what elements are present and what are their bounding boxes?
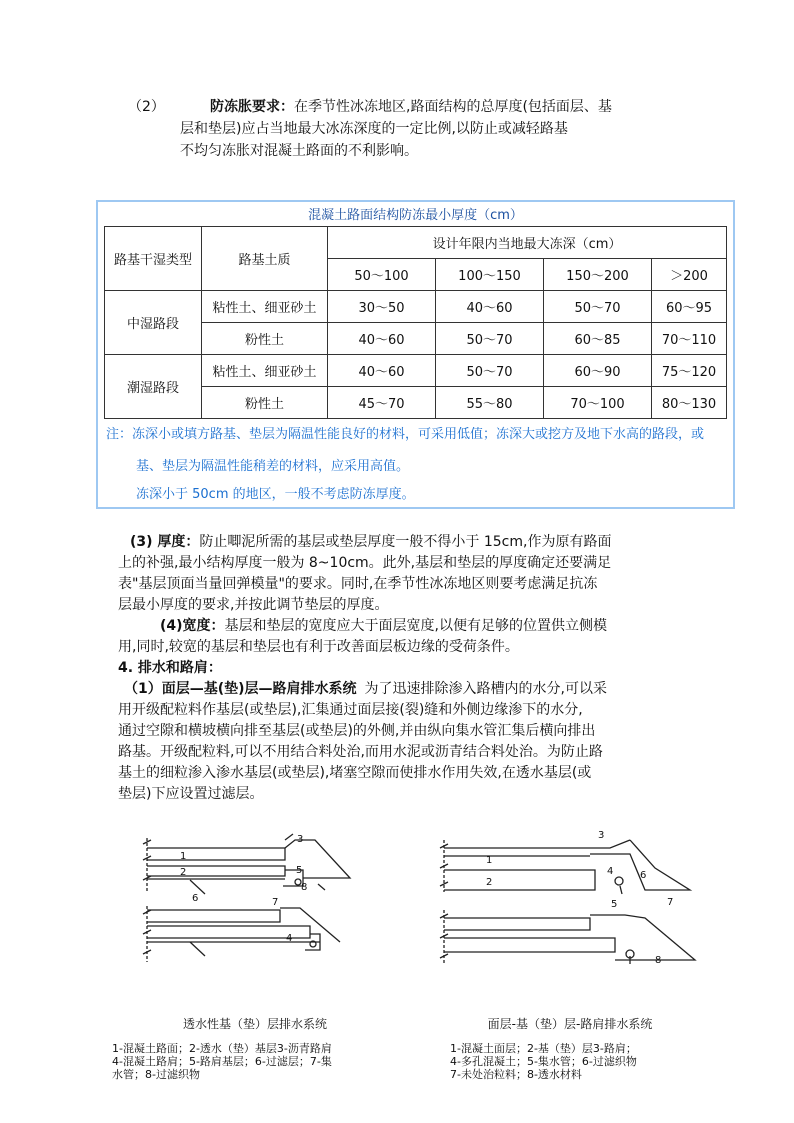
col-header: 100～150 (436, 259, 544, 291)
value-cell: 70～100 (544, 387, 652, 419)
header-type: 路基干湿类型 (105, 227, 202, 291)
left-legend-2: 4-混凝土路肩；5-路肩基层；6-过滤层；7-集 (112, 1055, 332, 1068)
frost-thickness-table (96, 200, 735, 509)
left-label-2: 2 (180, 867, 187, 878)
section-4-width-text-1: 基层和垫层的宽度应大于面层宽度,以便有足够的位置供立侧模 (224, 618, 607, 634)
group-type: 潮湿路段 (105, 355, 202, 419)
left-legend-1: 1-混凝土路面；2-透水（垫）基层3-沥青路肩 (112, 1042, 332, 1055)
value-cell: 45～70 (328, 387, 436, 419)
right-label-6: 6 (640, 870, 647, 881)
section-4-line-2: 用开级配粒料作基层(或垫层),汇集通过面层接(裂)缝和外侧边缘渗下的水分, (118, 702, 583, 718)
section-4-line-4: 路基。开级配粒料,可以不用结合料处治,而用水泥或沥青结合料处治。为防止路 (118, 744, 603, 760)
left-label-3: 3 (297, 834, 304, 845)
table-grid (104, 226, 727, 419)
table-note-1: 注：冻深小或填方路基、垫层为隔温性能良好的材料，可采用低值；冻深大或挖方及地下水高的路段，或 (106, 427, 705, 442)
left-label-8: 8 (301, 882, 308, 893)
section-3-line-4: 层最小厚度的要求,并按此调节垫层的厚度。 (118, 597, 389, 613)
section-4-line-3: 通过空隙和横坡横向排至基层(或垫层)的外侧,并由纵向集水管汇集后横向排出 (118, 723, 596, 739)
value-cell: 50～70 (544, 291, 652, 323)
section-3-title: (3) 厚度： (130, 534, 200, 550)
left-label-6: 6 (192, 893, 199, 904)
table-note-3: 冻深小于 50cm 的地区，一般不考虑防冻厚度。 (136, 487, 415, 502)
soil-cell: 粘性土、细亚砂土 (202, 355, 328, 387)
right-legend-3: 7-未处治粒料；8-透水材料 (450, 1068, 582, 1081)
section-4-subtitle: （1）面层—基(垫)层—路肩排水系统 (124, 681, 357, 697)
section-3-line-2: 上的补强,最小结构厚度一般为 8~10cm。此外,基层和垫层的厚度确定还要满足 (118, 555, 612, 571)
section-4-line-1 (124, 679, 607, 700)
left-label-5: 5 (296, 865, 303, 876)
left-label-4: 4 (286, 933, 293, 944)
section-4-heading: 4. 排水和路肩： (118, 660, 222, 676)
group-type: 中湿路段 (105, 291, 202, 355)
section-3-line-1 (130, 532, 611, 553)
soil-cell: 粘性土、细亚砂土 (202, 291, 328, 323)
value-cell: 40～60 (328, 355, 436, 387)
left-label-1: 1 (180, 851, 187, 862)
right-label-3: 3 (598, 830, 605, 841)
right-legend-2: 4-多孔混凝土；5-集水管；6-过滤织物 (450, 1055, 637, 1068)
section-2-line-2: 层和垫层)应占当地最大冰冻深度的一定比例,以防止或减轻路基 (180, 121, 568, 137)
col-header: ＞200 (652, 259, 727, 291)
section-4-text-1: 为了迅速排除渗入路槽内的水分,可以采 (364, 681, 607, 697)
section-4-line-5: 基土的细粒渗入渗水基层(或垫层),堵塞空隙而使排水作用失效,在透水基层(或 (118, 765, 592, 781)
section-4-line-6: 垫层)下应设置过滤层。 (118, 786, 264, 802)
left-legend-3: 水管；8-过滤织物 (112, 1068, 200, 1081)
value-cell: 80～130 (652, 387, 727, 419)
section-2-number: （2） (128, 99, 165, 115)
left-figure-caption: 透水性基（垫）层排水系统 (182, 1017, 327, 1031)
section-3-line-3: 表"基层顶面当量回弹模量"的要求。同时,在季节性冰冻地区则要考虑满足抗冻 (118, 576, 598, 592)
left-label-7: 7 (272, 897, 279, 908)
soil-cell: 粉性土 (202, 387, 328, 419)
right-legend-1: 1-混凝土面层；2-基（垫）层3-路肩； (450, 1042, 637, 1055)
table-title: 混凝土路面结构防冻最小厚度（cm） (308, 208, 523, 223)
col-header: 50～100 (328, 259, 436, 291)
header-soil: 路基土质 (202, 227, 328, 291)
right-label-1: 1 (486, 855, 493, 866)
soil-cell: 粉性土 (202, 323, 328, 355)
value-cell: 50～70 (436, 355, 544, 387)
section-2-line-3: 不均匀冻胀对混凝土路面的不利影响。 (180, 143, 418, 159)
header-depth: 设计年限内当地最大冻深（cm） (328, 227, 727, 259)
col-header: 150～200 (544, 259, 652, 291)
table-note-2: 基、垫层为隔温性能稍差的材料，应采用高值。 (136, 459, 410, 474)
value-cell: 60～85 (544, 323, 652, 355)
right-label-8: 8 (655, 955, 662, 966)
value-cell: 55～80 (436, 387, 544, 419)
section-3-text-1: 防止唧泥所需的基层或垫层厚度一般不得小于 15cm,作为原有路面 (199, 534, 612, 550)
value-cell: 70～110 (652, 323, 727, 355)
left-drainage-diagram (135, 830, 365, 975)
value-cell: 50～70 (436, 323, 544, 355)
table-row (105, 355, 727, 387)
section-2-text-1: 在季节性冰冻地区,路面结构的总厚度(包括面层、基 (294, 99, 612, 115)
right-figure-caption: 面层-基（垫）层-路肩排水系统 (487, 1017, 653, 1031)
section-2-line-1 (210, 97, 612, 118)
section-4-width-line-2: 用,同时,较宽的基层和垫层也有利于改善面层板边缘的受荷条件。 (118, 639, 519, 655)
right-label-7: 7 (667, 897, 674, 908)
right-label-4: 4 (607, 866, 614, 877)
value-cell: 40～60 (328, 323, 436, 355)
value-cell: 60～90 (544, 355, 652, 387)
value-cell: 60～95 (652, 291, 727, 323)
section-4-width-title: (4)宽度： (160, 618, 225, 634)
section-4-width-line-1 (160, 616, 607, 637)
value-cell: 40～60 (436, 291, 544, 323)
section-2-title: 防冻胀要求： (210, 99, 294, 115)
right-label-2: 2 (486, 877, 493, 888)
right-label-5: 5 (611, 899, 618, 910)
value-cell: 75～120 (652, 355, 727, 387)
value-cell: 30～50 (328, 291, 436, 323)
table-row (105, 291, 727, 323)
